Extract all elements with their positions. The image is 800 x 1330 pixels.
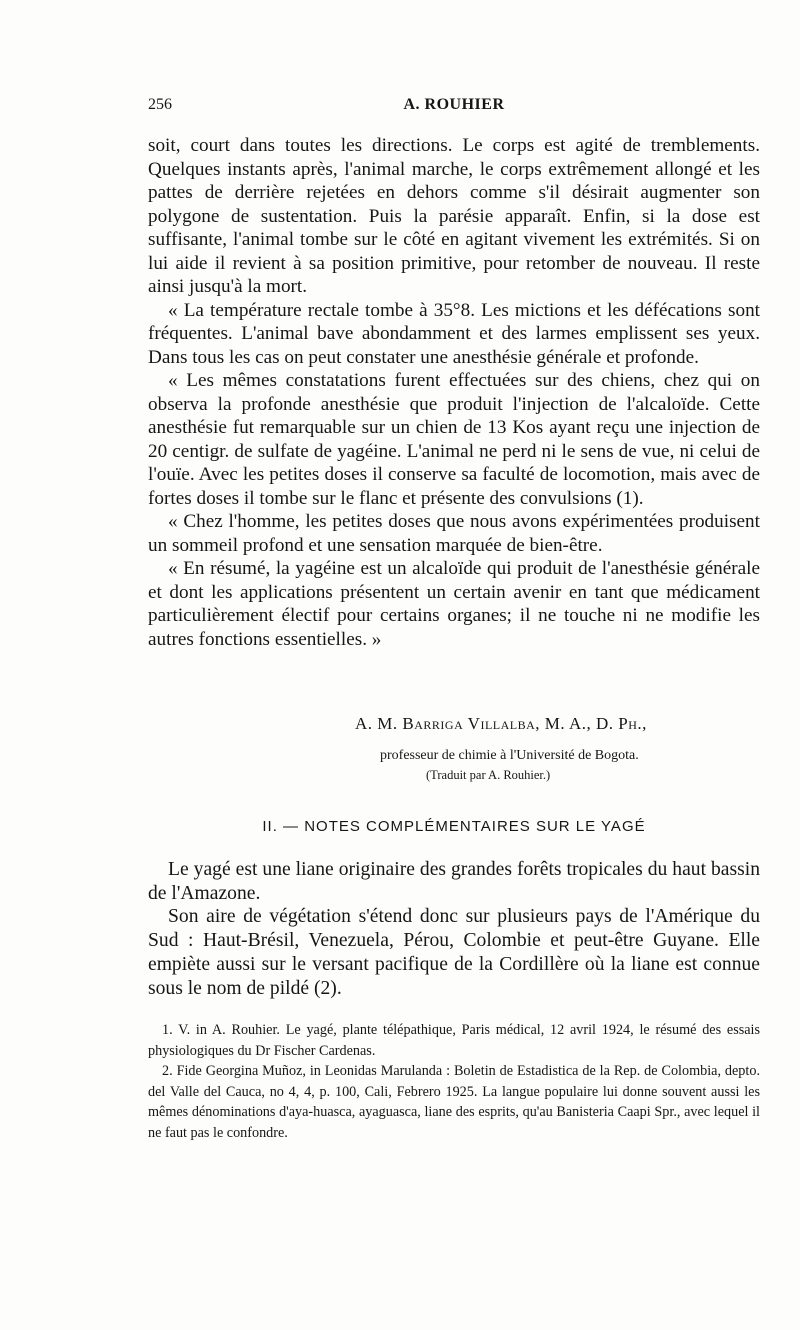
footnotes (148, 1020, 760, 1144)
paragraph: « En résumé, la yagéine est un alcaloïde qui produit de l'anesthésie générale et dont les applications présentent un certain avenir en tant que médicament particulièrement électif pour certains organes; il ne touche ni ne modifie les autres fonctions essentielles. » (148, 558, 760, 650)
signature-name: A. M. Barriga Villalba, M. A., D. Ph., (355, 714, 647, 733)
running-head: A. ROUHIER (403, 96, 505, 113)
paragraph: soit, court dans toutes les directions. Le corps est agité de tremblements. Quelques instants après, l'animal marche, le corps extrêmement allongé et les pattes de derrière rejetées en dehors comme s'il désirait augmenter son polygone de sustentation. Puis la parésie apparaît. Enfin, si la dose est suffisante, l'animal tombe sur le côté en agitant vivement les extrémités. Si on lui aide il revient à sa position primitive, pour retomber de nouveau. Il reste ainsi jusqu'à la mort. (148, 135, 760, 297)
translation-note: (Traduit par A. Rouhier.) (426, 768, 551, 782)
page-number: 256 (148, 96, 172, 113)
paragraph: Le yagé est une liane originaire des grandes forêts tropicales du haut bassin de l'Amazone. (148, 859, 760, 904)
page-header (148, 96, 760, 120)
signature-role: professeur de chimie à l'Université de Bogota. (380, 748, 639, 763)
footnote: 2. Fide Georgina Muñoz, in Leonidas Marulanda : Boletin de Estadistica de la Rep. de Colombia, depto. del Valle del Cauca, no 4, 4, p. 100, Cali, Febrero 1925. La langue populaire lui donne souvent aussi les mêmes dénominations d'aya-huasca, ayaguasca, liane des esprits, qu'au Banisteria Caapi Spr., avec lequel il ne faut pas le confondre. (148, 1063, 760, 1141)
paragraph: « La température rectale tombe à 35°8. Les mictions et les défécations sont fréquentes. L'animal bave abondamment et des larmes emplissent ses yeux. Dans tous les cas on peut constater une anesthésie générale et profonde. (148, 299, 760, 368)
text-block-2 (148, 858, 760, 1000)
paragraph: Son aire de végétation s'étend donc sur plusieurs pays de l'Amérique du Sud : Haut-Brésil, Venezuela, Pérou, Colombie et peut-être Guyane. Elle empiète aussi sur le versant pacifique de la Cordillère où la liane est connue sous le nom de pildé (2). (148, 906, 760, 999)
paragraph: « Chez l'homme, les petites doses que nous avons expérimentées produisent un sommeil profond et une sensation marquée de bien-être. (148, 511, 760, 556)
paragraph: « Les mêmes constatations furent effectuées sur des chiens, chez qui on observa la profonde anesthésie que produit l'injection de l'alcaloïde. Cette anesthésie fut remarquable sur un chien de 13 Kos ayant reçu une injection de 20 centigr. de sulfate de yagéine. L'animal ne perd ni le sens de vue, ni celui de l'ouïe. Avec les petites doses il conserve sa faculté de locomotion, mais avec de fortes doses il tombe sur le flanc et présente des convulsions (1). (148, 370, 760, 509)
section-heading: II. — NOTES COMPLÉMENTAIRES SUR LE YAGÉ (262, 818, 646, 835)
footnote: 1. V. in A. Rouhier. Le yagé, plante télépathique, Paris médical, 12 avril 1924, le résumé des essais physiologiques du Dr Fischer Cardenas. (148, 1022, 760, 1059)
text-block-1 (148, 134, 760, 651)
